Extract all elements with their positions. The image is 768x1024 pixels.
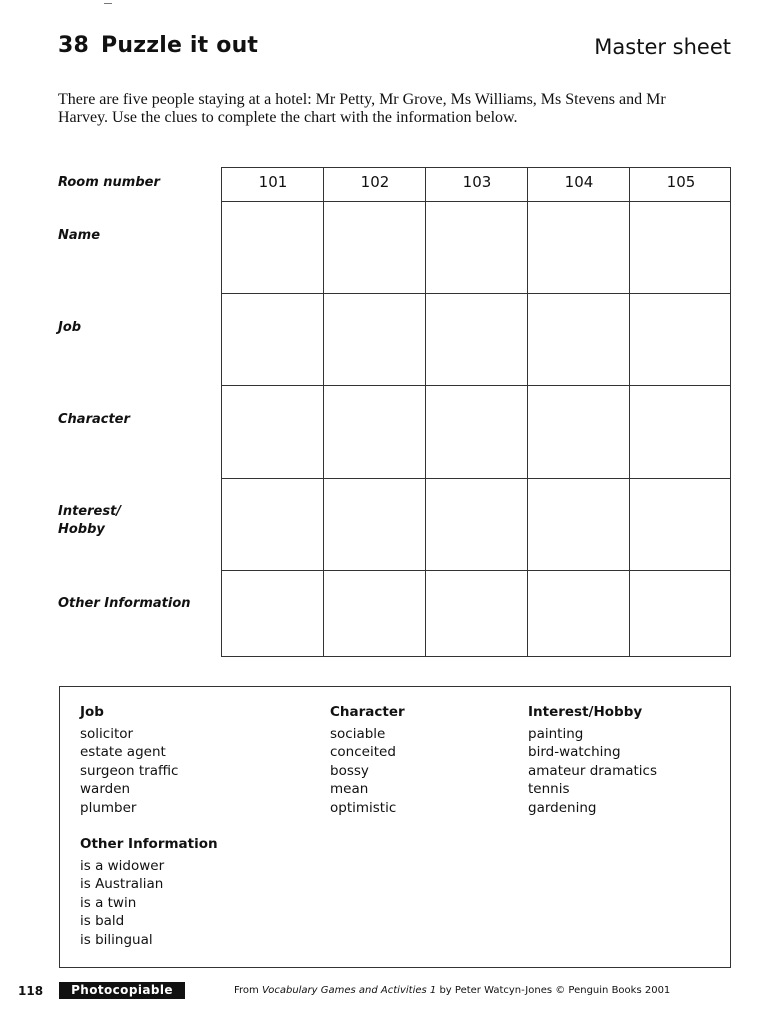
credit-book-title: Vocabulary Games and Activities 1 [261, 985, 437, 996]
clues-box [59, 686, 731, 968]
list-item: is bald [80, 913, 125, 930]
list-item: gardening [528, 799, 597, 816]
list-item: estate agent [80, 744, 166, 761]
page-footer [0, 982, 768, 1002]
page-corner-mark [104, 0, 112, 4]
list-item: optimistic [330, 799, 397, 816]
list-item: plumber [80, 799, 137, 816]
grid-column-divider [629, 168, 630, 656]
credit-suffix: by Peter Watcyn-Jones © Penguin Books 2001 [436, 985, 671, 996]
title-text: Puzzle it out [101, 33, 259, 58]
intro-paragraph: There are five people staying at a hotel: Mr Petty, Mr Grove, Ms Williams, Ms Stevens and Mr Harvey. Use the clues to complete the chart with the information below. [58, 91, 666, 126]
page-title [58, 33, 258, 58]
list-item: conceited [330, 744, 396, 761]
page-number: 118 [18, 984, 44, 998]
row-label-interest-line1: Interest/ [58, 504, 122, 519]
list-item: bird-watching [528, 744, 621, 761]
list-item: surgeon traffic [80, 762, 179, 779]
book-credit [234, 985, 670, 996]
room-number-cell: 101 [258, 173, 288, 191]
credit-prefix: From [234, 985, 262, 996]
list-item: mean [330, 781, 369, 798]
row-label-other-information: Other Information [58, 596, 191, 611]
grid-row-divider [222, 570, 730, 571]
row-label-room-number: Room number [58, 175, 160, 190]
room-number-cell: 102 [360, 173, 390, 191]
room-number-cell: 104 [564, 173, 594, 191]
job-clues [80, 703, 178, 817]
room-number-cell: 105 [666, 173, 696, 191]
list-item: warden [80, 781, 131, 798]
row-label-interest-line2: Hobby [58, 522, 105, 537]
row-label-name: Name [58, 228, 101, 243]
grid-column-divider [425, 168, 426, 656]
row-label-job: Job [58, 320, 82, 335]
puzzle-chart [221, 167, 731, 657]
interest-clues [528, 703, 657, 817]
list-item: sociable [330, 726, 386, 742]
list-item: tennis [528, 781, 570, 798]
photocopiable-badge: Photocopiable [59, 982, 185, 999]
list-item: is a widower [80, 858, 165, 874]
grid-column-divider [323, 168, 324, 656]
list-item: is bilingual [80, 931, 153, 948]
list-item: bossy [330, 762, 369, 779]
row-label-interest [58, 503, 121, 539]
list-item: is Australian [80, 876, 164, 893]
grid-row-divider [222, 385, 730, 386]
interest-heading: Interest/Hobby [528, 704, 643, 720]
grid-row-divider [222, 478, 730, 479]
unit-number: 38 [58, 33, 90, 58]
grid-row-divider [222, 201, 730, 202]
grid-column-divider [527, 168, 528, 656]
sheet-type-label: Master sheet [594, 35, 731, 59]
character-clues [330, 703, 405, 817]
room-number-cell: 103 [462, 173, 492, 191]
list-item: solicitor [80, 726, 134, 742]
other-information-clues [80, 835, 218, 949]
row-label-character: Character [58, 412, 130, 427]
list-item: amateur dramatics [528, 762, 658, 779]
grid-row-divider [222, 293, 730, 294]
list-item: painting [528, 726, 584, 742]
other-information-heading: Other Information [80, 836, 218, 852]
list-item: is a twin [80, 894, 137, 911]
character-heading: Character [330, 704, 405, 720]
job-heading: Job [80, 704, 104, 720]
